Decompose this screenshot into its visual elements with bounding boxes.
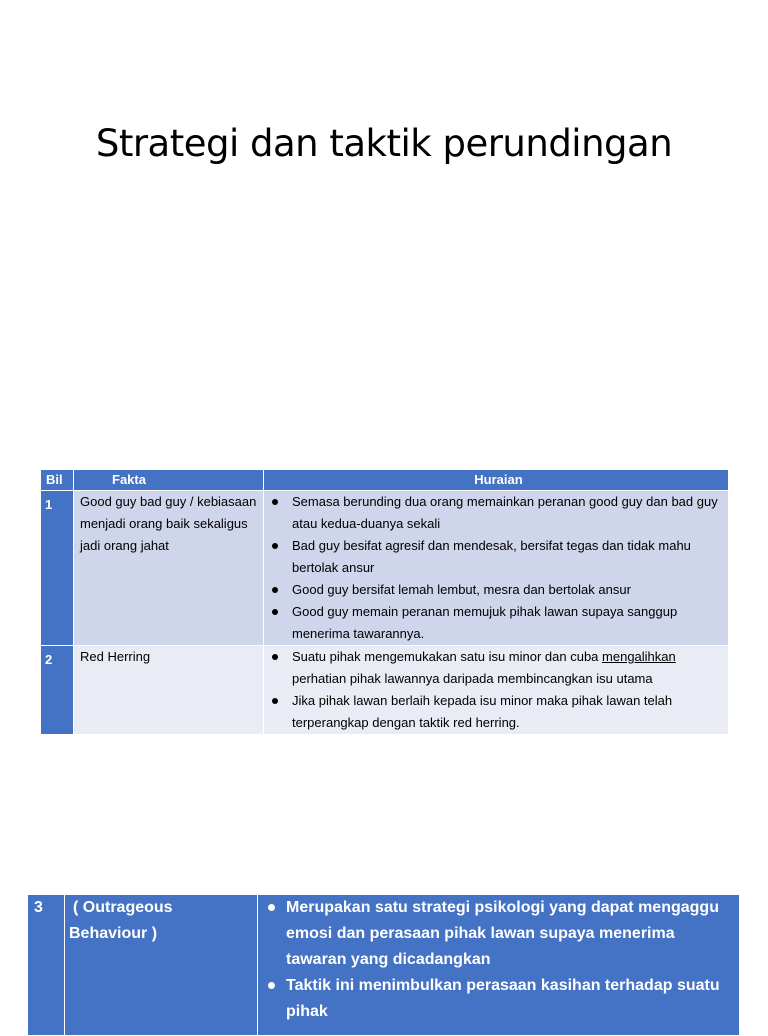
huraian-cell: [264, 646, 729, 735]
bullet-icon: [268, 904, 275, 911]
list-item: [292, 690, 724, 734]
page-title: Strategi dan taktik perundingan: [95, 122, 673, 165]
table-header-row: [41, 470, 729, 491]
fakta-cell: Good guy bad guy / kebiasaan menjadi orang baik sekaligus jadi orang jahat: [74, 491, 264, 646]
fakta-cell: [65, 895, 258, 1036]
bullet-icon: [272, 543, 278, 549]
bullet-icon: [272, 654, 278, 660]
list-item-text: Good guy bersifat lemah lembut, mesra dan bertolak ansur: [292, 582, 631, 597]
table-row: [41, 491, 729, 646]
list-item-text: Bad guy besifat agresif dan mendesak, bersifat tegas dan tidak mahu bertolak ansur: [292, 538, 691, 575]
header-bil: Bil: [41, 470, 74, 491]
list-item-text: Semasa berunding dua orang memainkan peranan good guy dan bad guy atau kedua-duanya sekali: [292, 494, 718, 531]
bullet-icon: [268, 982, 275, 989]
bullet-icon: [272, 499, 278, 505]
bullet-icon: [272, 587, 278, 593]
list-item-text: Good guy memain peranan memujuk pihak lawan supaya sanggup menerima tawarannya.: [292, 604, 678, 641]
huraian-cell: [258, 895, 740, 1036]
list-item-text: perhatian pihak lawannya daripada membincangkan isu utama: [292, 671, 653, 686]
huraian-list: [262, 895, 735, 1025]
huraian-list: [268, 646, 724, 734]
bullet-icon: [272, 609, 278, 615]
list-item-text: Taktik ini menimbulkan perasaan kasihan terhadap suatu pihak: [286, 977, 720, 1020]
huraian-list: [268, 491, 724, 645]
table-row: [41, 646, 729, 735]
underlined-word: mengalihkan: [602, 649, 676, 664]
row-number: 3: [28, 895, 65, 1036]
fakta-cell: Red Herring: [74, 646, 264, 735]
row-number: 1: [41, 491, 74, 646]
list-item: [286, 895, 735, 973]
list-item-text: Jika pihak lawan berlaih kepada isu minor maka pihak lawan telah terperangkap dengan taktik red herring.: [292, 693, 673, 730]
list-item: [292, 579, 724, 601]
tactics-table-continued: [27, 894, 740, 1036]
bullet-icon: [272, 698, 278, 704]
list-item: [292, 646, 724, 690]
list-item-text: Merupakan satu strategi psikologi yang dapat mengaggu emosi dan perasaan pihak lawan supaya menerima tawaran yang dicadangkan: [286, 899, 719, 968]
fakta-text: ( Outrageous Behaviour ): [69, 899, 173, 942]
header-huraian: Huraian: [264, 470, 729, 491]
list-item: [292, 491, 724, 535]
huraian-cell: [264, 491, 729, 646]
row-number: 2: [41, 646, 74, 735]
table-row: [28, 895, 740, 1036]
list-item-text: Suatu pihak mengemukakan satu isu minor dan cuba: [292, 649, 603, 664]
list-item: [292, 601, 724, 645]
header-fakta: Fakta: [74, 470, 264, 491]
list-item: [286, 973, 735, 1025]
list-item: [292, 535, 724, 579]
tactics-table: [40, 469, 729, 735]
